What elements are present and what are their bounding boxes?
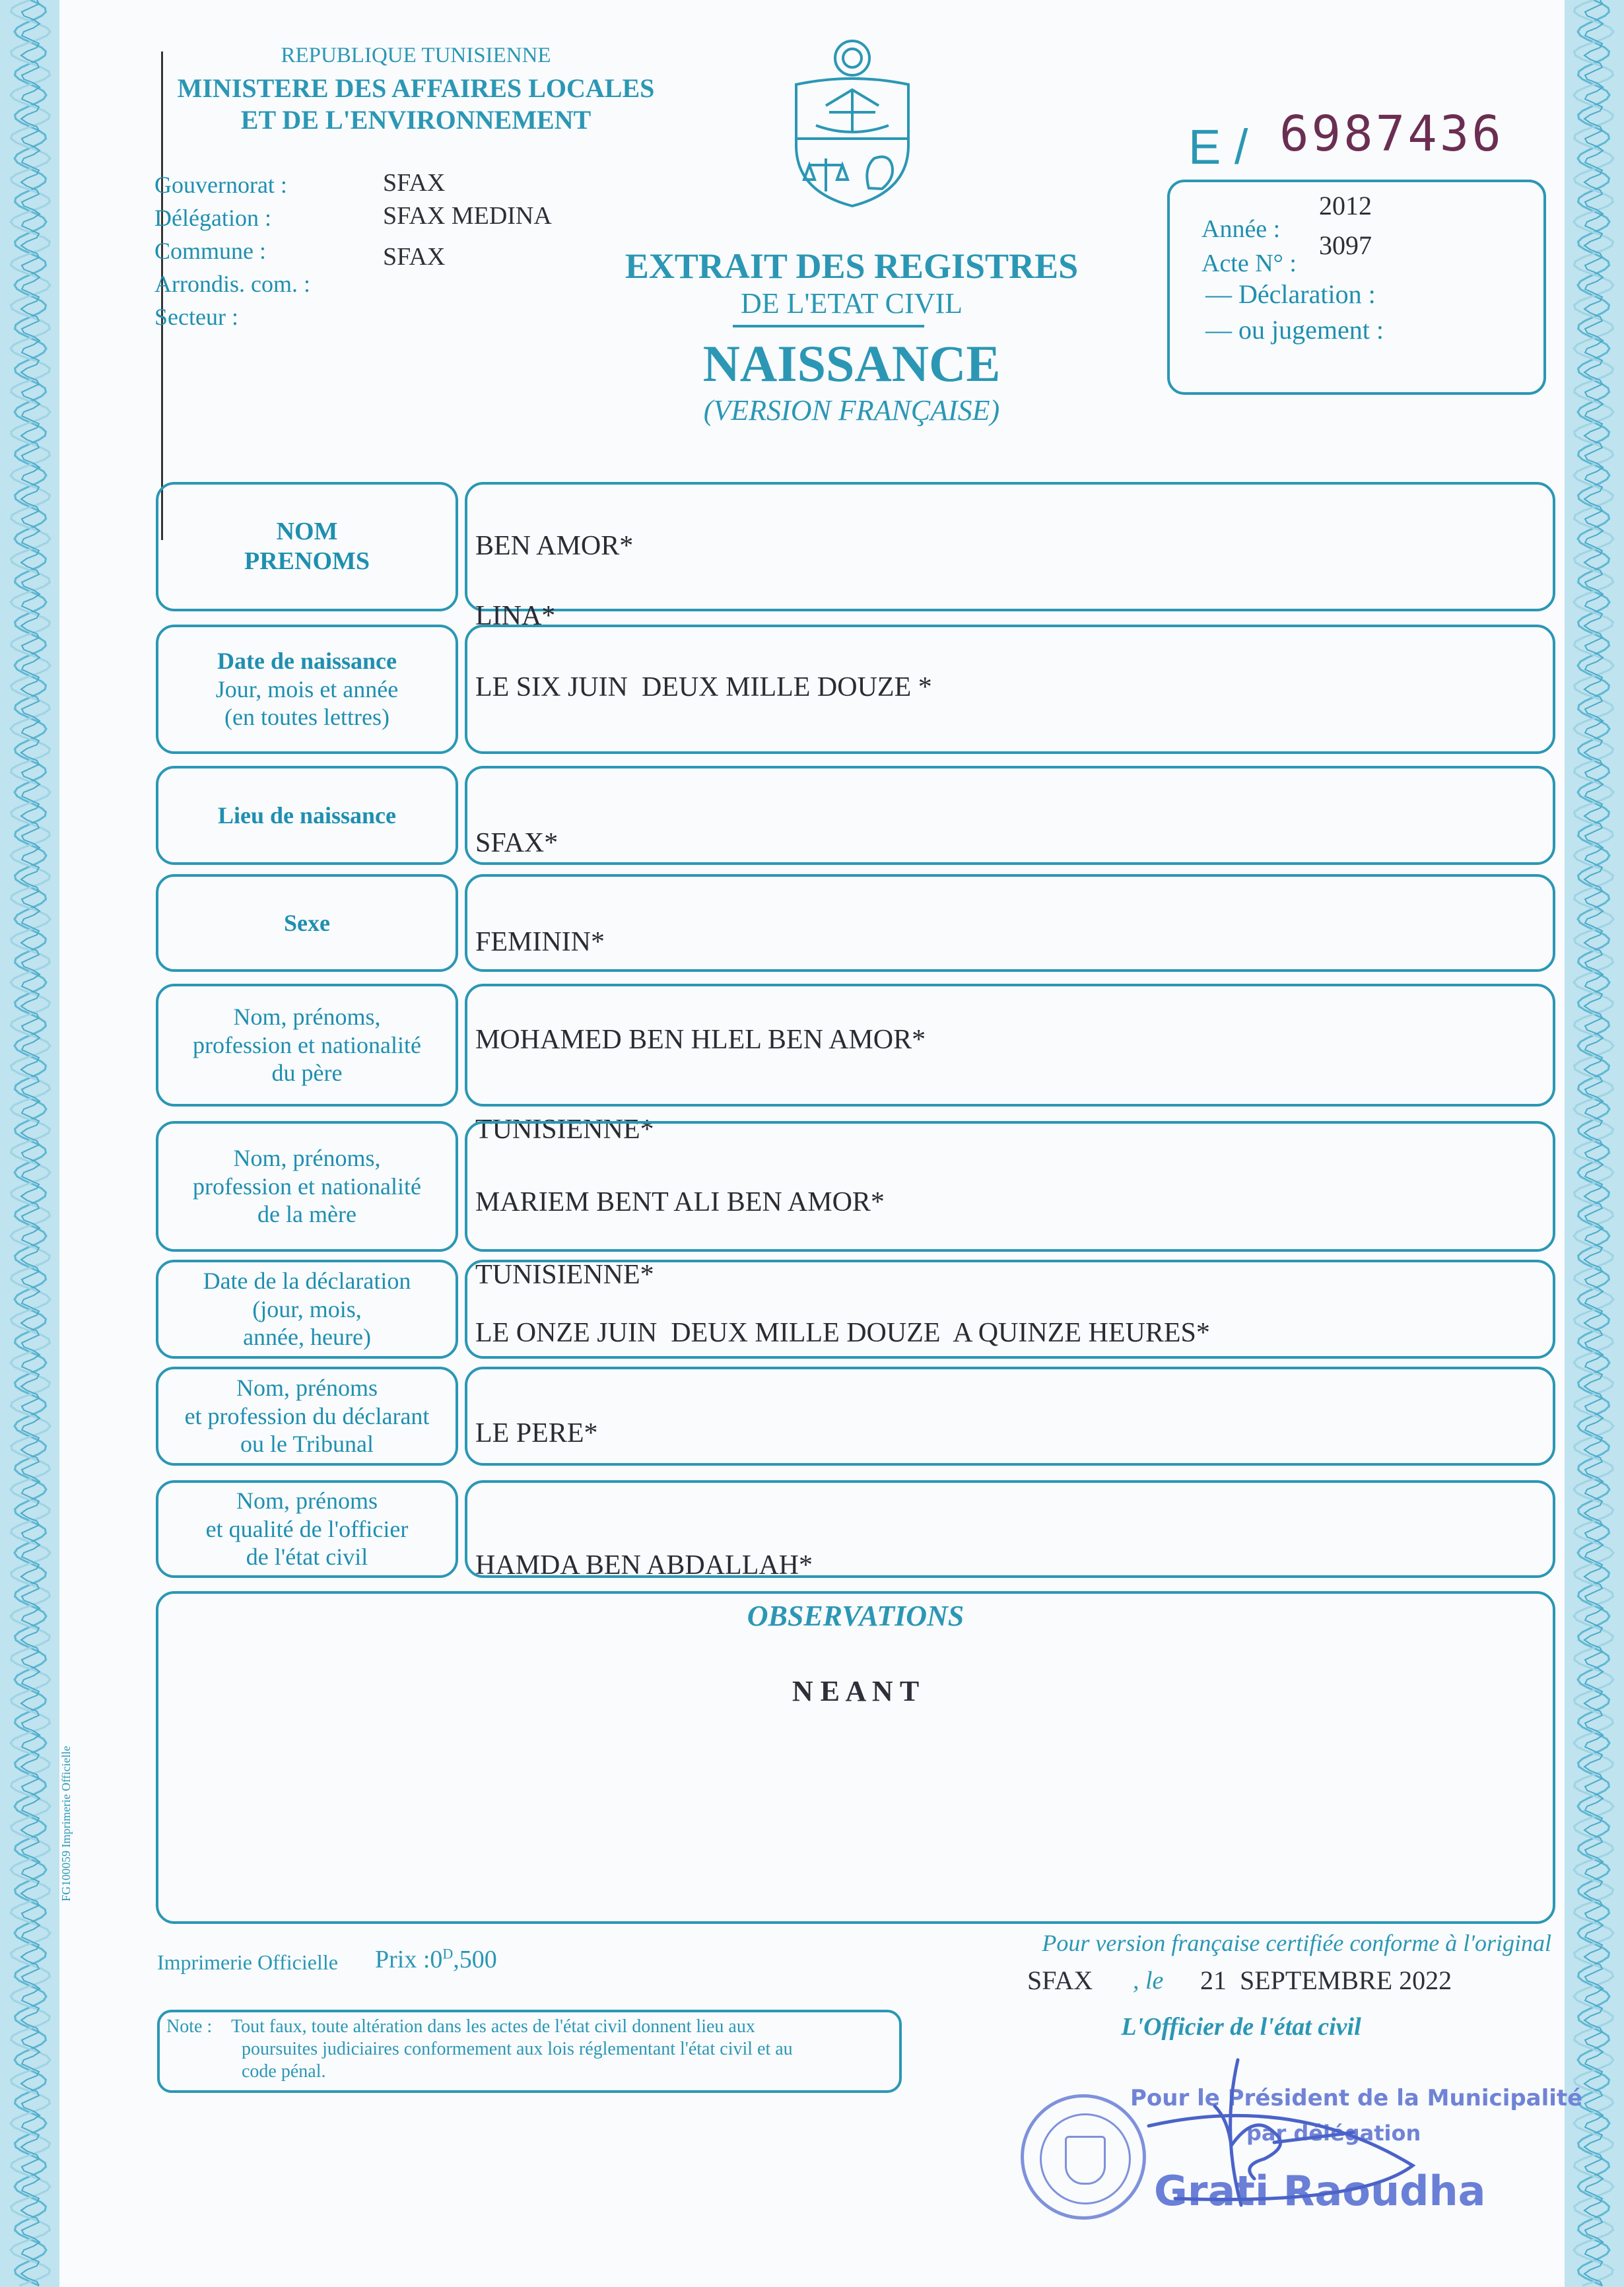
row-label-line: Nom, prénoms: [236, 1487, 378, 1515]
commune-label: Commune :: [154, 238, 266, 264]
row-label-line: (jour, mois,: [252, 1295, 362, 1322]
observations-title: OBSERVATIONS: [747, 1600, 964, 1632]
title-etat-civil: DE L'ETAT CIVIL: [741, 287, 963, 320]
row-label-cell: [156, 984, 458, 1107]
row-value-text: TUNISIENNE*: [475, 1260, 654, 1290]
certified-statement: Pour version française certifiée conforme à l'original: [1042, 1930, 1551, 1956]
row-label-line: (en toutes lettres): [224, 704, 389, 731]
signature-le: , le: [1133, 1967, 1164, 1995]
row-value-text: LE ONZE JUIN DEUX MILLE DOUZE A QUINZE HEURES*: [475, 1318, 1210, 1348]
row-label-cell: [156, 1367, 458, 1466]
left-guilloche-border: [0, 0, 59, 2287]
stamp-line-2: par délégation: [1246, 2121, 1421, 2146]
row-label-line: Lieu de naissance: [217, 802, 397, 829]
row-label-cell: [156, 766, 458, 865]
row-label-cell: [156, 1260, 458, 1359]
row-value-cell: [465, 1367, 1555, 1466]
secteur-label: Secteur :: [154, 304, 238, 330]
row-value-text: MOHAMED BEN HLEL BEN AMOR*: [475, 1025, 926, 1055]
handwritten-signature: [1122, 2033, 1466, 2251]
row-label-cell: [156, 1121, 458, 1252]
row-value-text: LINA*: [475, 601, 556, 631]
row-label-line: du père: [271, 1060, 343, 1087]
title-extrait: EXTRAIT DES REGISTRES: [625, 246, 1079, 286]
price-millimes: ,500: [453, 1946, 497, 1973]
row-value-text: LE SIX JUIN DEUX MILLE DOUZE *: [475, 672, 932, 702]
delegation-label: Délégation :: [154, 205, 271, 231]
signature-place: SFAX: [1027, 1965, 1093, 1995]
row-label-line: et profession du déclarant: [184, 1402, 430, 1429]
row-value-text: MARIEM BENT ALI BEN AMOR*: [475, 1187, 885, 1217]
ministry-line-1: MINISTERE DES AFFAIRES LOCALES: [177, 73, 655, 103]
acte-number-label: Acte N° :: [1201, 250, 1297, 277]
commune-value: SFAX: [383, 243, 446, 271]
imprimerie-label: Imprimerie Officielle: [157, 1950, 338, 1974]
price-currency: D: [442, 1945, 454, 1962]
note-prefix: Note :: [166, 2016, 213, 2037]
row-label-line: profession et nationalité: [193, 1173, 421, 1200]
signature-date: 21 SEPTEMBRE 2022: [1200, 1965, 1452, 1995]
row-label-cell: [156, 874, 458, 972]
right-guilloche-border: [1565, 0, 1624, 2287]
row-label-line: Date de la déclaration: [203, 1268, 411, 1295]
gouvernorat-label: Gouvernorat :: [154, 172, 287, 198]
serial-prefix: E /: [1188, 119, 1248, 174]
row-label-line: année, heure): [243, 1324, 371, 1351]
row-label-line: Date de naissance: [217, 648, 397, 675]
price-amount: Prix :0: [375, 1946, 443, 1973]
ministry-line-2: ET DE L'ENVIRONNEMENT: [240, 105, 592, 135]
row-label-line: de l'état civil: [246, 1544, 368, 1571]
row-label-line: ou le Tribunal: [240, 1431, 374, 1458]
gouvernorat-value: SFAX: [383, 169, 446, 197]
row-label-line: Nom, prénoms: [236, 1375, 378, 1402]
note-line-2: poursuites judiciaires conformement aux lois réglementant l'état civil et au: [242, 2039, 793, 2059]
row-label-cell: [156, 1480, 458, 1578]
arrondissement-label: Arrondis. com. :: [154, 271, 310, 297]
row-label-line: Nom, prénoms,: [233, 1145, 381, 1172]
row-value-cell: [465, 1121, 1555, 1252]
row-value-text: LE PERE*: [475, 1418, 598, 1449]
officer-title: L'Officier de l'état civil: [1121, 2013, 1361, 2041]
republic-label: REPUBLIQUE TUNISIENNE: [281, 44, 551, 67]
stamp-name: Grati Raoudha: [1154, 2167, 1486, 2215]
row-label-line: Jour, mois et année: [215, 675, 399, 702]
stamp-line-1: Pour le Président de la Municipalité: [1130, 2085, 1583, 2111]
observations-value: N E A N T: [792, 1675, 920, 1707]
acte-number-value: 3097: [1319, 230, 1372, 260]
side-print-reference: FG100059 Imprimerie Officielle: [59, 1746, 73, 1901]
row-value-text: TUNISIENNE*: [475, 1114, 654, 1145]
row-label-line: NOM: [276, 518, 338, 546]
jugement-label: — ou jugement :: [1205, 315, 1384, 345]
row-label-line: PRENOMS: [244, 547, 370, 575]
row-value-text: SFAX*: [475, 828, 558, 858]
row-label-cell: [156, 625, 458, 754]
row-value-text: HAMDA BEN ABDALLAH*: [475, 1550, 813, 1581]
annee-label: Année :: [1201, 215, 1281, 243]
row-label-line: Nom, prénoms,: [233, 1004, 381, 1031]
title-underline: [733, 325, 924, 327]
note-line-3: code pénal.: [242, 2061, 326, 2082]
note-line-1: Tout faux, toute altération dans les actes de l'état civil donnent lieu aux: [231, 2016, 755, 2037]
row-value-text: FEMININ*: [475, 927, 605, 957]
row-value-text: BEN AMOR*: [475, 531, 634, 561]
row-label-line: profession et nationalité: [193, 1031, 421, 1058]
observations-box: [156, 1591, 1555, 1924]
row-label-cell: [156, 482, 458, 611]
row-label-line: Sexe: [284, 909, 330, 936]
row-value-cell: [465, 766, 1555, 865]
title-naissance: NAISSANCE: [702, 335, 1001, 392]
title-version: (VERSION FRANÇAISE): [703, 394, 1000, 427]
row-value-cell: [465, 874, 1555, 972]
row-label-line: de la mère: [257, 1201, 356, 1228]
serial-number: 6987436: [1279, 106, 1504, 162]
annee-value: 2012: [1319, 191, 1372, 221]
delegation-value: SFAX MEDINA: [383, 202, 552, 230]
declaration-label: — Déclaration :: [1205, 279, 1376, 309]
price-label: [375, 1945, 497, 1974]
coat-of-arms-emblem: [790, 33, 915, 211]
row-label-line: et qualité de l'officier: [205, 1515, 409, 1542]
